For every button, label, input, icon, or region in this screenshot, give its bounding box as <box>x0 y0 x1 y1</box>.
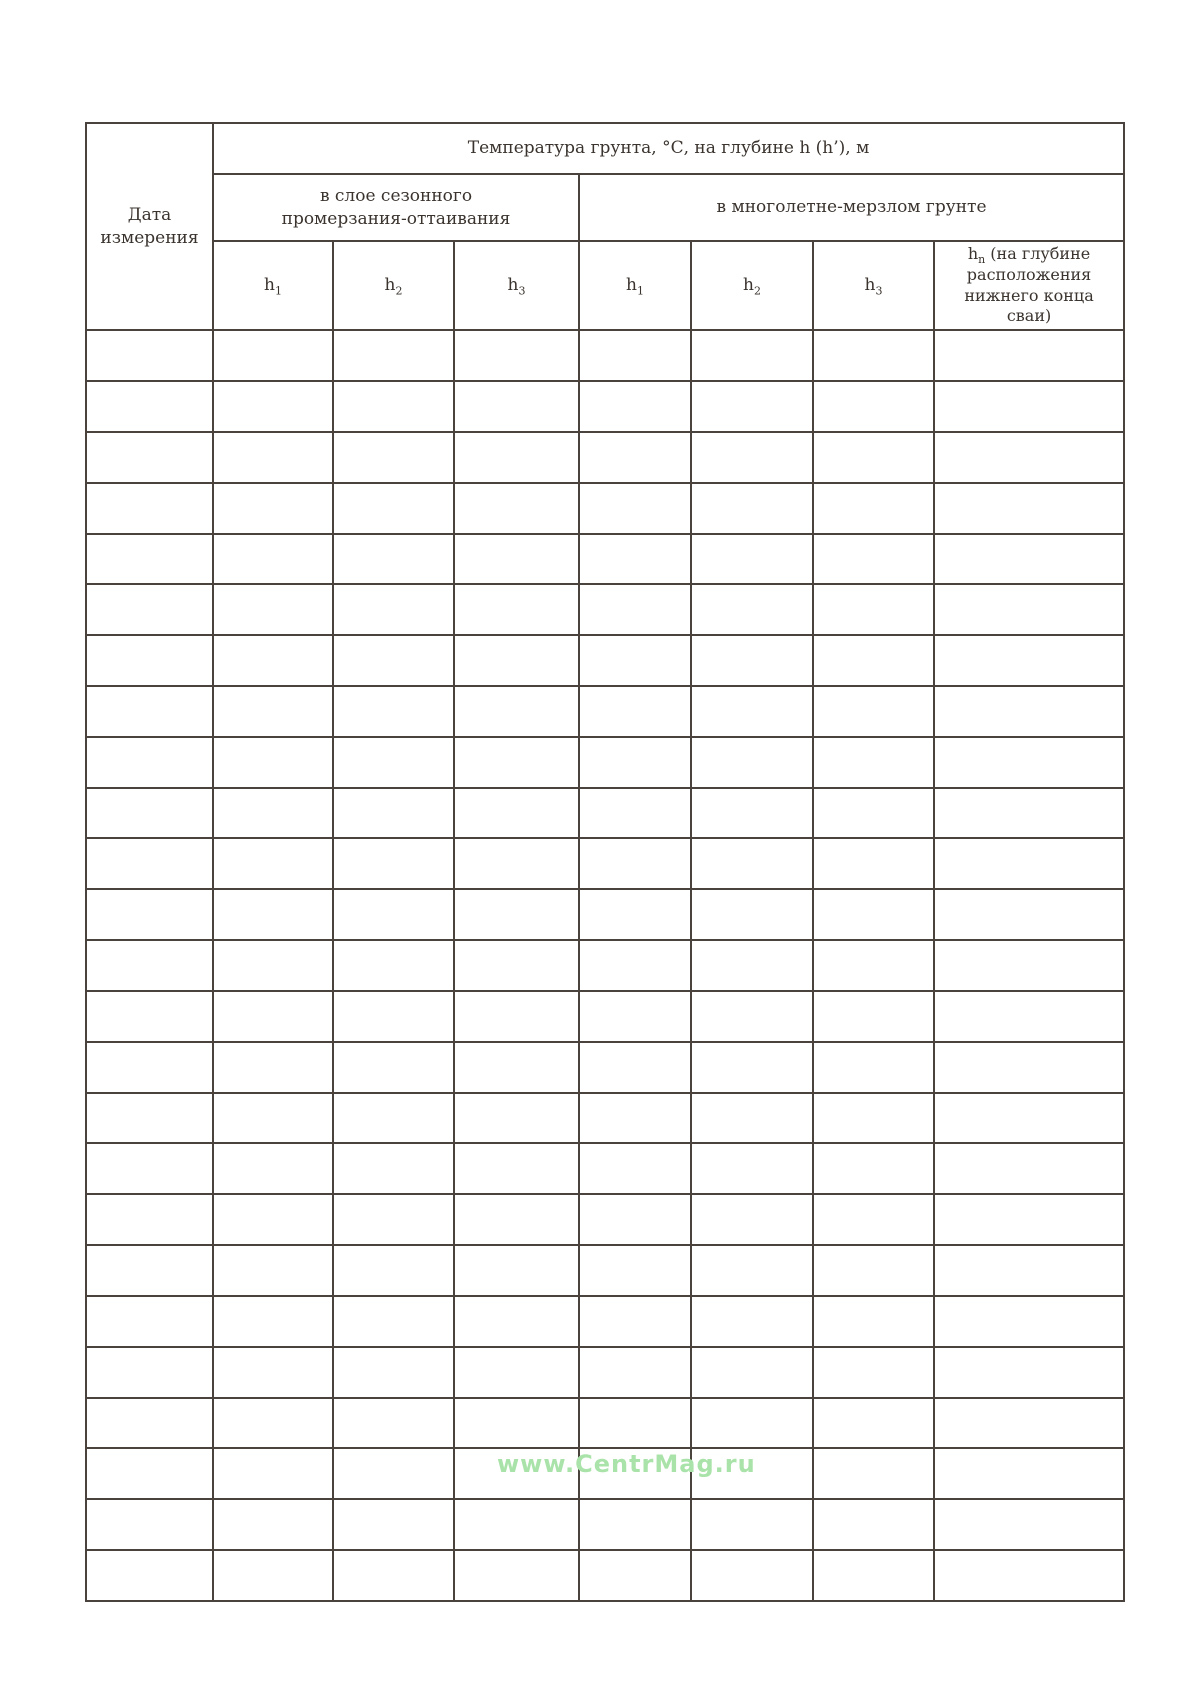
empty-cell <box>454 381 579 432</box>
empty-cell <box>86 1347 213 1398</box>
empty-cell <box>813 432 934 483</box>
empty-cell <box>813 381 934 432</box>
empty-cell <box>691 838 813 889</box>
empty-cell <box>86 788 213 839</box>
empty-cell <box>454 1448 579 1499</box>
empty-cell <box>333 940 454 991</box>
empty-cell <box>934 1296 1124 1347</box>
empty-cell <box>86 584 213 635</box>
table-row <box>86 432 1124 483</box>
empty-cell <box>86 686 213 737</box>
empty-cell <box>934 330 1124 381</box>
depth-label: h <box>967 244 979 263</box>
depth-label: h <box>507 275 519 296</box>
depth-label-subscript: 1 <box>274 284 282 298</box>
empty-cell <box>454 584 579 635</box>
empty-cell <box>691 1042 813 1093</box>
table-row <box>86 788 1124 839</box>
table-row <box>86 889 1124 940</box>
empty-cell <box>579 635 691 686</box>
empty-cell <box>213 584 333 635</box>
empty-cell <box>813 330 934 381</box>
empty-cell <box>579 1296 691 1347</box>
empty-cell <box>333 1194 454 1245</box>
empty-cell <box>86 381 213 432</box>
empty-cell <box>454 1499 579 1550</box>
empty-cell <box>213 788 333 839</box>
empty-cell <box>813 1194 934 1245</box>
depth-label-subscript: 2 <box>753 284 761 298</box>
empty-cell <box>934 991 1124 1042</box>
empty-cell <box>86 1499 213 1550</box>
empty-cell <box>333 1347 454 1398</box>
empty-cell <box>934 381 1124 432</box>
empty-cell <box>86 1448 213 1499</box>
table-row <box>86 1550 1124 1601</box>
empty-cell <box>213 1398 333 1449</box>
empty-cell <box>454 330 579 381</box>
empty-cell <box>579 381 691 432</box>
empty-cell <box>333 1042 454 1093</box>
empty-cell <box>333 584 454 635</box>
empty-cell <box>934 889 1124 940</box>
table-row <box>86 1347 1124 1398</box>
empty-cell <box>454 534 579 585</box>
empty-cell <box>691 889 813 940</box>
empty-cell <box>934 1448 1124 1499</box>
main-header: Температура грунта, °С, на глубине h (h’), м <box>213 123 1124 174</box>
empty-cell <box>86 432 213 483</box>
empty-cell <box>213 534 333 585</box>
empty-cell <box>86 635 213 686</box>
empty-cell <box>333 1448 454 1499</box>
empty-cell <box>934 483 1124 534</box>
empty-cell <box>813 1499 934 1550</box>
empty-cell <box>934 432 1124 483</box>
pile-column-label-rest: (на глубине расположения нижнего конца сваи) <box>964 244 1094 326</box>
empty-cell <box>579 1245 691 1296</box>
empty-cell <box>454 1093 579 1144</box>
depth-column-h1-seasonal <box>213 241 333 330</box>
empty-cell <box>691 1093 813 1144</box>
empty-cell <box>691 483 813 534</box>
empty-cell <box>579 788 691 839</box>
empty-cell <box>454 483 579 534</box>
table-row <box>86 584 1124 635</box>
empty-cell <box>213 1448 333 1499</box>
empty-cell <box>579 534 691 585</box>
empty-cell <box>86 1245 213 1296</box>
empty-cell <box>213 483 333 534</box>
empty-cell <box>691 381 813 432</box>
empty-cell <box>333 534 454 585</box>
empty-cell <box>934 1194 1124 1245</box>
empty-cell <box>691 1550 813 1601</box>
empty-cell <box>934 1042 1124 1093</box>
empty-cell <box>579 889 691 940</box>
empty-cell <box>691 788 813 839</box>
empty-cell <box>813 1042 934 1093</box>
group-header-seasonal-label: в слое сезонного промерзания-оттаивания <box>281 185 511 229</box>
empty-cell <box>86 1093 213 1144</box>
table-row <box>86 940 1124 991</box>
empty-cell <box>579 1042 691 1093</box>
empty-cell <box>454 1347 579 1398</box>
empty-cell <box>86 1143 213 1194</box>
empty-cell <box>454 788 579 839</box>
empty-cell <box>691 1194 813 1245</box>
empty-cell <box>691 1499 813 1550</box>
empty-cell <box>86 483 213 534</box>
empty-cell <box>579 940 691 991</box>
empty-cell <box>934 788 1124 839</box>
header-row-depths <box>86 241 1124 330</box>
empty-cell <box>934 1550 1124 1601</box>
empty-cell <box>454 838 579 889</box>
empty-cell <box>579 1398 691 1449</box>
empty-cell <box>579 1499 691 1550</box>
empty-cell <box>813 534 934 585</box>
header-row-main <box>86 123 1124 174</box>
depth-label: h <box>743 275 754 296</box>
watermark: www.CentrMag.ru <box>497 1450 756 1478</box>
empty-cell <box>691 1398 813 1449</box>
depth-label-subscript: 3 <box>518 284 526 298</box>
empty-cell <box>813 889 934 940</box>
empty-cell <box>813 788 934 839</box>
empty-cell <box>813 1296 934 1347</box>
empty-cell <box>333 991 454 1042</box>
empty-cell <box>213 432 333 483</box>
depth-column-h3-permafrost <box>813 241 934 330</box>
empty-cell <box>813 483 934 534</box>
depth-label: h <box>264 275 275 296</box>
empty-cell <box>579 1347 691 1398</box>
empty-cell <box>691 1448 813 1499</box>
empty-cell <box>333 1499 454 1550</box>
group-header-seasonal <box>213 174 579 241</box>
empty-cell <box>454 686 579 737</box>
table-row <box>86 737 1124 788</box>
table-row <box>86 1398 1124 1449</box>
empty-cell <box>813 635 934 686</box>
empty-cell <box>934 838 1124 889</box>
table-header <box>86 123 1124 330</box>
empty-cell <box>813 1245 934 1296</box>
empty-cell <box>813 1093 934 1144</box>
empty-cell <box>213 1042 333 1093</box>
empty-cell <box>333 1093 454 1144</box>
empty-cell <box>333 1398 454 1449</box>
empty-cell <box>813 1347 934 1398</box>
empty-cell <box>813 1143 934 1194</box>
empty-cell <box>934 1499 1124 1550</box>
empty-cell <box>333 381 454 432</box>
table-row <box>86 534 1124 585</box>
empty-cell <box>333 330 454 381</box>
empty-cell <box>813 584 934 635</box>
empty-cell <box>213 940 333 991</box>
empty-cell <box>579 330 691 381</box>
empty-cell <box>213 1347 333 1398</box>
empty-cell <box>454 940 579 991</box>
empty-cell <box>213 1550 333 1601</box>
depth-column-pile-tip <box>934 241 1124 330</box>
empty-cell <box>691 534 813 585</box>
empty-cell <box>579 686 691 737</box>
pile-column-label <box>943 244 1115 327</box>
empty-cell <box>86 330 213 381</box>
depth-label: h <box>626 275 637 296</box>
empty-cell <box>934 1093 1124 1144</box>
empty-cell <box>454 1398 579 1449</box>
empty-cell <box>333 635 454 686</box>
empty-cell <box>213 1296 333 1347</box>
empty-cell <box>813 1550 934 1601</box>
depth-label-subscript: n <box>978 253 986 267</box>
empty-cell <box>333 889 454 940</box>
empty-cell <box>333 1245 454 1296</box>
table-row <box>86 635 1124 686</box>
empty-cell <box>813 1398 934 1449</box>
empty-cell <box>213 1143 333 1194</box>
empty-cell <box>86 991 213 1042</box>
empty-cell <box>691 635 813 686</box>
depth-label: h <box>384 275 396 296</box>
empty-cell <box>86 737 213 788</box>
empty-cell <box>579 1550 691 1601</box>
empty-cell <box>213 1194 333 1245</box>
table-row <box>86 1093 1124 1144</box>
empty-cell <box>691 1347 813 1398</box>
empty-cell <box>691 991 813 1042</box>
empty-cell <box>934 737 1124 788</box>
empty-cell <box>86 940 213 991</box>
table-row <box>86 483 1124 534</box>
empty-cell <box>454 737 579 788</box>
empty-cell <box>813 940 934 991</box>
table-row <box>86 991 1124 1042</box>
empty-cell <box>934 1245 1124 1296</box>
depth-label-subscript: 2 <box>395 284 403 298</box>
empty-cell <box>934 534 1124 585</box>
depth-column-h3-seasonal <box>454 241 579 330</box>
empty-cell <box>86 1550 213 1601</box>
empty-cell <box>213 1093 333 1144</box>
empty-cell <box>691 737 813 788</box>
depth-label: h <box>864 275 876 296</box>
empty-cell <box>454 1296 579 1347</box>
temperature-measurement-table <box>85 122 1125 1602</box>
empty-cell <box>454 432 579 483</box>
empty-cell <box>579 838 691 889</box>
empty-cell <box>934 584 1124 635</box>
empty-cell <box>86 1296 213 1347</box>
empty-cell <box>333 788 454 839</box>
table-row <box>86 1245 1124 1296</box>
empty-cell <box>86 838 213 889</box>
header-row-groups <box>86 174 1124 241</box>
empty-cell <box>579 991 691 1042</box>
empty-cell <box>454 1143 579 1194</box>
empty-cell <box>213 737 333 788</box>
empty-cell <box>813 686 934 737</box>
empty-cell <box>691 432 813 483</box>
empty-cell <box>454 991 579 1042</box>
depth-label-subscript: 3 <box>875 284 883 298</box>
table-row <box>86 1499 1124 1550</box>
empty-cell <box>454 1194 579 1245</box>
empty-cell <box>333 838 454 889</box>
table-row <box>86 1042 1124 1093</box>
empty-cell <box>579 584 691 635</box>
empty-cell <box>579 432 691 483</box>
empty-cell <box>454 1550 579 1601</box>
empty-cell <box>333 686 454 737</box>
empty-cell <box>691 330 813 381</box>
empty-cell <box>579 1143 691 1194</box>
empty-cell <box>213 635 333 686</box>
empty-cell <box>454 889 579 940</box>
empty-cell <box>86 1194 213 1245</box>
empty-cell <box>691 584 813 635</box>
table-row <box>86 838 1124 889</box>
depth-label-subscript: 1 <box>636 284 644 298</box>
table-row <box>86 1448 1124 1499</box>
empty-cell <box>333 1143 454 1194</box>
group-header-permafrost: в многолетне-мерзлом грунте <box>579 174 1124 241</box>
empty-cell <box>579 1194 691 1245</box>
empty-cell <box>691 1296 813 1347</box>
table-row <box>86 1296 1124 1347</box>
empty-cell <box>213 889 333 940</box>
empty-cell <box>934 940 1124 991</box>
empty-cell <box>213 330 333 381</box>
empty-cell <box>934 1347 1124 1398</box>
empty-cell <box>333 483 454 534</box>
table-row <box>86 330 1124 381</box>
empty-cell <box>691 940 813 991</box>
empty-cell <box>579 737 691 788</box>
empty-cell <box>934 1143 1124 1194</box>
empty-cell <box>86 889 213 940</box>
date-column-header: Дата измерения <box>86 123 213 330</box>
empty-cell <box>333 737 454 788</box>
depth-column-h2-permafrost <box>691 241 813 330</box>
table-body <box>86 330 1124 1601</box>
empty-cell <box>454 1042 579 1093</box>
table-row <box>86 686 1124 737</box>
empty-cell <box>213 1245 333 1296</box>
empty-cell <box>333 1550 454 1601</box>
empty-cell <box>333 432 454 483</box>
table-row <box>86 381 1124 432</box>
empty-cell <box>579 1448 691 1499</box>
empty-cell <box>934 635 1124 686</box>
empty-cell <box>213 838 333 889</box>
empty-cell <box>813 1448 934 1499</box>
depth-column-h2-seasonal <box>333 241 454 330</box>
empty-cell <box>213 686 333 737</box>
empty-cell <box>213 381 333 432</box>
table-row <box>86 1143 1124 1194</box>
empty-cell <box>691 1143 813 1194</box>
empty-cell <box>86 534 213 585</box>
empty-cell <box>934 686 1124 737</box>
empty-cell <box>813 737 934 788</box>
empty-cell <box>934 1398 1124 1449</box>
empty-cell <box>813 991 934 1042</box>
empty-cell <box>86 1398 213 1449</box>
empty-cell <box>454 635 579 686</box>
empty-cell <box>454 1245 579 1296</box>
depth-column-h1-permafrost <box>579 241 691 330</box>
empty-cell <box>86 1042 213 1093</box>
empty-cell <box>213 991 333 1042</box>
empty-cell <box>579 483 691 534</box>
empty-cell <box>579 1093 691 1144</box>
empty-cell <box>691 1245 813 1296</box>
empty-cell <box>213 1499 333 1550</box>
empty-cell <box>691 686 813 737</box>
empty-cell <box>333 1296 454 1347</box>
table-row <box>86 1194 1124 1245</box>
empty-cell <box>813 838 934 889</box>
